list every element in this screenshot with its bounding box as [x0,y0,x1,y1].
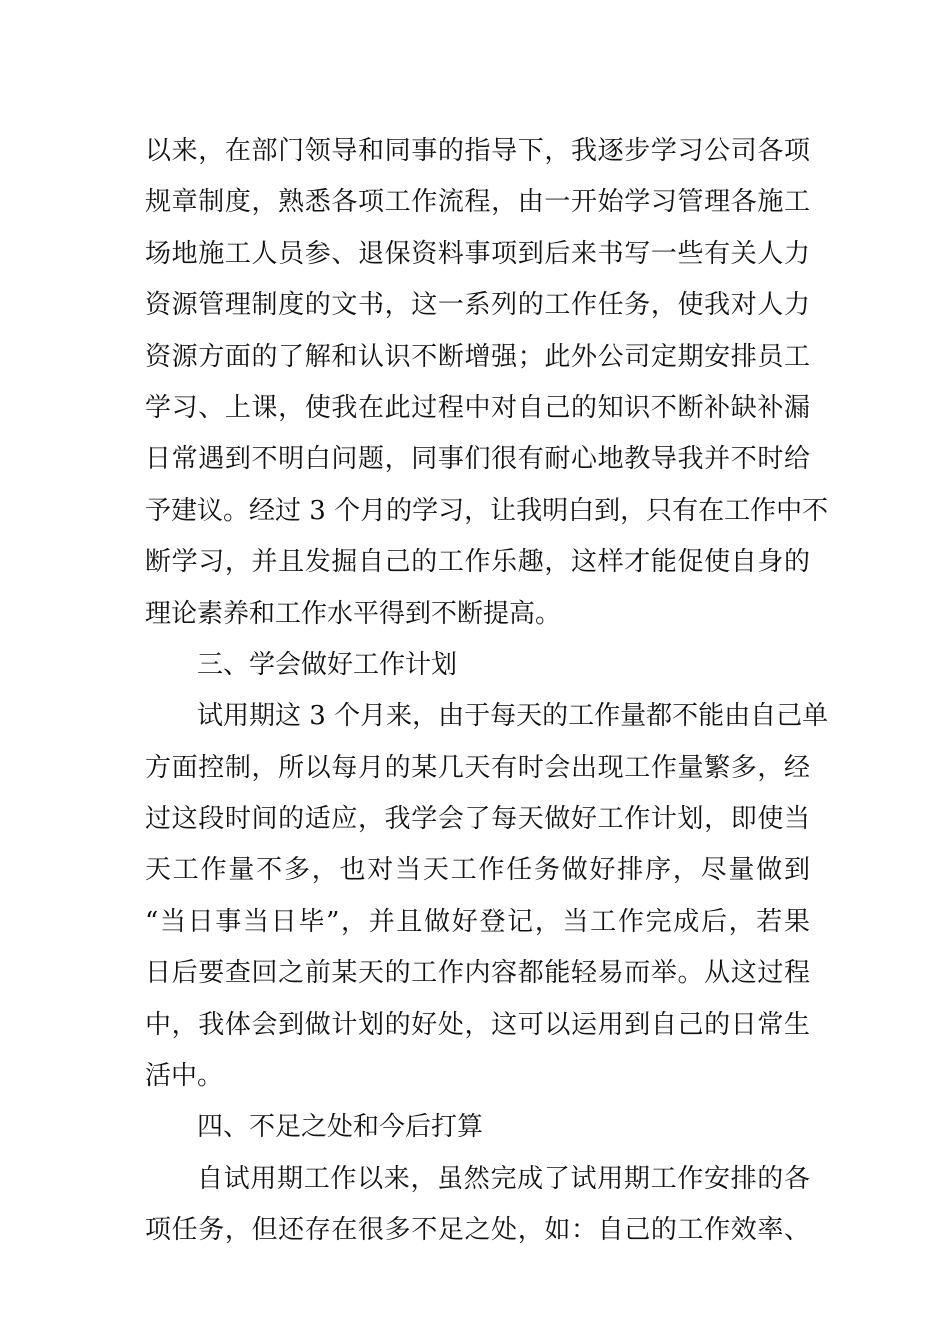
text-line: 中，我体会到做计划的好处，这可以运用到自己的日常生 [145,1009,810,1040]
text-line: 学习、上课，使我在此过程中对自己的知识不断补缺补漏 [145,392,810,423]
text-line: 日后要查回之前某天的工作内容都能轻易而举。从这过程 [145,958,810,989]
section-heading: 三、学会做好工作计划 [197,649,458,680]
text-line: 试用期这 3 个月来，由于每天的工作量都不能由自己单 [197,701,829,732]
text-line: 活中。 [145,1061,224,1092]
text-line: 以来，在部门领导和同事的指导下，我逐步学习公司各项 [145,136,810,166]
text-line: 日常遇到不明白问题，同事们很有耐心地教导我并不时给 [145,444,810,475]
text-line: 资源管理制度的文书，这一系列的工作任务，使我对人力 [145,290,810,321]
text-line: 自试用期工作以来，虽然完成了试用期工作安排的各 [197,1163,810,1194]
text-line: 过这段时间的适应，我学会了每天做好工作计划，即使当 [145,804,810,835]
section-heading: 四、不足之处和今后打算 [197,1112,484,1143]
text-line: 资源方面的了解和认识不断增强；此外公司定期安排员工 [145,341,810,372]
text-line: 场地施工人员参、退保资料事项到后来书写一些有关人力 [145,238,810,269]
text-line: 断学习，并且发掘自己的工作乐趣，这样才能促使自身的 [145,547,810,578]
text-line: “当日事当日毕”，并且做好登记，当工作完成后，若果 [145,906,810,937]
text-line: 规章制度，熟悉各项工作流程，由一开始学习管理各施工 [145,187,810,218]
text-line: 予建议。经过 3 个月的学习，让我明白到，只有在工作中不 [145,495,829,526]
text-line: 方面控制，所以每月的某几天有时会出现工作量繁多，经 [145,752,810,783]
text-line: 天工作量不多，也对当天工作任务做好排序，尽量做到 [145,855,810,886]
text-line: 项任务，但还存在很多不足之处，如：自己的工作效率、 [145,1215,810,1246]
body-text [145,126,829,1257]
text-line: 理论素养和工作水平得到不断提高。 [145,598,562,629]
